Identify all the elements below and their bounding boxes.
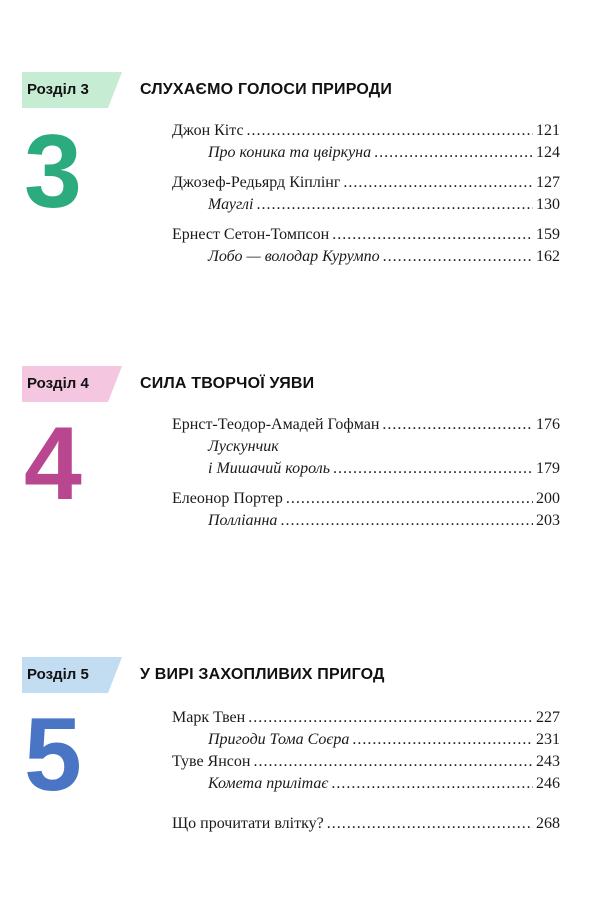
leader-dots	[332, 224, 533, 246]
entry-title: Комета прилітає	[208, 775, 329, 792]
entry-title: Ернст-Теодор-Амадей Гофман	[172, 416, 380, 433]
toc-entry-summer-reading[interactable]	[172, 813, 560, 835]
entry-page: 130	[536, 196, 560, 213]
toc-entry-author[interactable]	[172, 751, 560, 773]
toc-entry-work[interactable]	[172, 729, 560, 751]
section-3-toc	[172, 120, 560, 268]
entry-page: 159	[536, 226, 560, 243]
entry-title: Що прочитати влітку?	[172, 815, 324, 832]
entry-title: Про коника та цвіркуна	[208, 144, 372, 161]
section-5-toc	[172, 707, 560, 835]
section-5-number: 5	[24, 697, 82, 813]
leader-dots	[253, 751, 533, 773]
leader-dots	[374, 142, 533, 164]
leader-dots	[382, 414, 533, 436]
leader-dots	[331, 773, 533, 795]
entry-page: 227	[536, 709, 560, 726]
entry-title: Лускунчик	[208, 438, 279, 455]
entry-title: Джозеф-Редьярд Кіплінг	[172, 174, 341, 191]
entry-page: 179	[536, 460, 560, 477]
entry-page: 124	[536, 144, 560, 161]
entry-page: 127	[536, 174, 560, 191]
toc-entry-author[interactable]	[172, 172, 560, 194]
section-4-number: 4	[24, 406, 82, 522]
toc-entry-author[interactable]	[172, 707, 560, 729]
entry-page: 268	[536, 815, 560, 832]
toc-entry-author[interactable]	[172, 414, 560, 436]
leader-dots	[343, 172, 533, 194]
entry-title: Елеонор Портер	[172, 490, 283, 507]
toc-entry-author[interactable]	[172, 224, 560, 246]
leader-dots	[352, 729, 533, 751]
section-3-number: 3	[24, 114, 82, 230]
entry-title: Ернест Сетон-Томпсон	[172, 226, 330, 243]
section-3-heading: СЛУХАЄМО ГОЛОСИ ПРИРОДИ	[140, 81, 393, 98]
entry-page: 231	[536, 731, 560, 748]
leader-dots	[247, 120, 533, 142]
toc-entry-work[interactable]	[172, 458, 560, 480]
leader-dots	[256, 194, 533, 216]
toc-entry-author[interactable]	[172, 120, 560, 142]
entry-page: 246	[536, 775, 560, 792]
section-5-tab-label: Розділ 5	[27, 666, 89, 683]
section-5-heading: У ВИРІ ЗАХОПЛИВИХ ПРИГОД	[140, 666, 385, 683]
leader-dots	[333, 458, 533, 480]
toc-entry-work[interactable]	[172, 246, 560, 268]
leader-dots	[286, 488, 533, 510]
entry-title: Джон Кітс	[172, 122, 244, 139]
section-4-heading: СИЛА ТВОРЧОЇ УЯВИ	[140, 375, 315, 392]
toc-entry-work[interactable]	[172, 436, 560, 458]
entry-title: Полліанна	[208, 512, 278, 529]
entry-title: Лобо — володар Курумпо	[208, 248, 380, 265]
toc-entry-work[interactable]	[172, 510, 560, 532]
section-4-toc	[172, 414, 560, 532]
entry-page: 203	[536, 512, 560, 529]
section-4-tab-label: Розділ 4	[27, 375, 89, 392]
leader-dots	[327, 813, 533, 835]
leader-dots	[248, 707, 533, 729]
toc-entry-work[interactable]	[172, 194, 560, 216]
leader-dots	[383, 246, 533, 268]
entry-page: 162	[536, 248, 560, 265]
leader-dots	[280, 510, 533, 532]
entry-page: 176	[536, 416, 560, 433]
entry-page: 200	[536, 490, 560, 507]
entry-title: Мауглі	[208, 196, 254, 213]
entry-title: Пригоди Тома Соєра	[208, 731, 350, 748]
entry-title: і Мишачий король	[208, 460, 331, 477]
entry-title: Марк Твен	[172, 709, 246, 726]
section-3-tab-label: Розділ 3	[27, 81, 89, 98]
toc-entry-work[interactable]	[172, 142, 560, 164]
toc-entry-work[interactable]	[172, 773, 560, 795]
entry-page: 243	[536, 753, 560, 770]
entry-page: 121	[536, 122, 560, 139]
entry-title: Туве Янсон	[172, 753, 251, 770]
toc-entry-author[interactable]	[172, 488, 560, 510]
